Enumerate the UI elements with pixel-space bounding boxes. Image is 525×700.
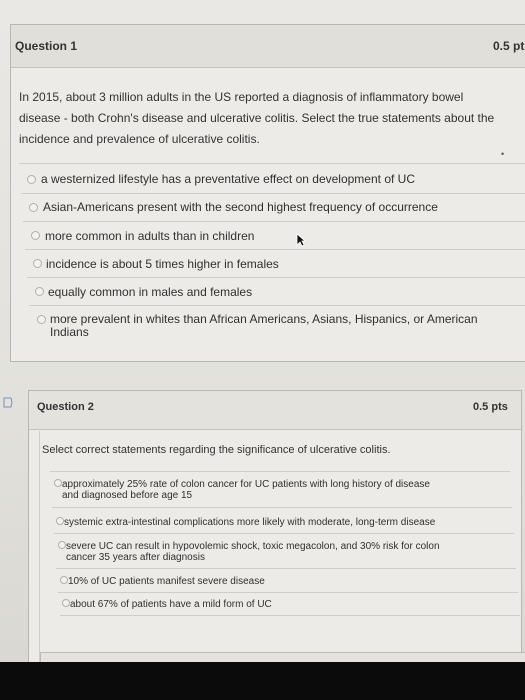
divider	[54, 533, 514, 534]
question-1-header	[11, 25, 525, 68]
divider	[27, 277, 525, 278]
divider	[23, 221, 525, 222]
option-3-label[interactable]: more common in adults than in children	[45, 229, 255, 243]
option-5-label[interactable]: equally common in males and females	[48, 285, 253, 299]
question-1-card	[10, 24, 525, 362]
question-2-body	[39, 431, 512, 662]
q2-option-3-checkbox[interactable]	[58, 541, 66, 549]
divider	[50, 471, 510, 472]
option-1-checkbox[interactable]	[27, 175, 36, 184]
prompt-line: disease - both Crohn's disease and ulcerative colitis. Select the true statements about the	[19, 111, 495, 125]
flag-icon[interactable]	[3, 397, 13, 408]
question-2-header	[29, 391, 521, 430]
question-2-title: Question 2	[37, 401, 94, 413]
divider	[58, 592, 518, 593]
screen-bezel	[0, 662, 525, 700]
q2-option-2-label[interactable]: systemic extra-intestinal complications more likely with moderate, long-term disease	[64, 517, 436, 528]
divider	[21, 193, 525, 194]
q2-option-4-checkbox[interactable]	[60, 576, 68, 584]
q2-option-3-label[interactable]: severe UC can result in hypovolemic shock, toxic megacolon, and 30% risk for colon	[66, 541, 440, 552]
question-3-card	[40, 652, 525, 662]
question-2-prompt: Select correct statements regarding the significance of ulcerative colitis.	[42, 444, 391, 456]
prompt-line: In 2015, about 3 million adults in the US reported a diagnosis of inflammatory bowel	[19, 90, 464, 104]
q2-option-1-label-cont[interactable]: and diagnosed before age 15	[62, 490, 193, 501]
question-1-prompt	[19, 87, 524, 150]
option-4-label[interactable]: incidence is about 5 times higher in females	[46, 257, 279, 271]
question-2-card	[28, 390, 522, 662]
divider	[19, 163, 525, 164]
prompt-line: incidence and prevalence of ulcerative colitis.	[19, 132, 260, 146]
q2-option-5-checkbox[interactable]	[62, 599, 70, 607]
question-2-points: 0.5 pts	[473, 401, 508, 413]
q2-option-4-label[interactable]: 10% of UC patients manifest severe disease	[68, 576, 265, 587]
divider	[52, 507, 512, 508]
option-6-checkbox[interactable]	[37, 315, 46, 324]
question-1-title: Question 1	[15, 39, 78, 53]
q2-option-1-label[interactable]: approximately 25% rate of colon cancer for UC patients with long history of disease	[62, 479, 430, 490]
question-1-points: 0.5 pt	[493, 39, 525, 53]
q2-option-2-checkbox[interactable]	[56, 517, 64, 525]
q2-option-5-label[interactable]: about 67% of patients have a mild form of UC	[70, 599, 272, 610]
dot-marker: •	[501, 149, 505, 159]
option-4-checkbox[interactable]	[33, 259, 42, 268]
option-2-label[interactable]: Asian-Americans present with the second highest frequency of occurrence	[43, 200, 438, 214]
option-6-label[interactable]: more prevalent in whites than African Americans, Asians, Hispanics, or American	[50, 312, 478, 326]
divider	[25, 249, 525, 250]
option-3-checkbox[interactable]	[31, 231, 40, 240]
divider	[56, 568, 516, 569]
option-6-label-cont[interactable]: Indians	[50, 325, 89, 339]
q2-option-3-label-cont[interactable]: cancer 35 years after diagnosis	[66, 552, 205, 563]
option-2-checkbox[interactable]	[29, 203, 38, 212]
q2-option-1-checkbox[interactable]	[54, 479, 62, 487]
divider	[60, 615, 520, 616]
divider	[29, 305, 525, 306]
mouse-cursor-icon	[296, 233, 306, 247]
question-3-title	[47, 655, 91, 662]
option-1-label[interactable]: a westernized lifestyle has a preventative effect on development of UC	[41, 172, 415, 186]
option-5-checkbox[interactable]	[35, 287, 44, 296]
